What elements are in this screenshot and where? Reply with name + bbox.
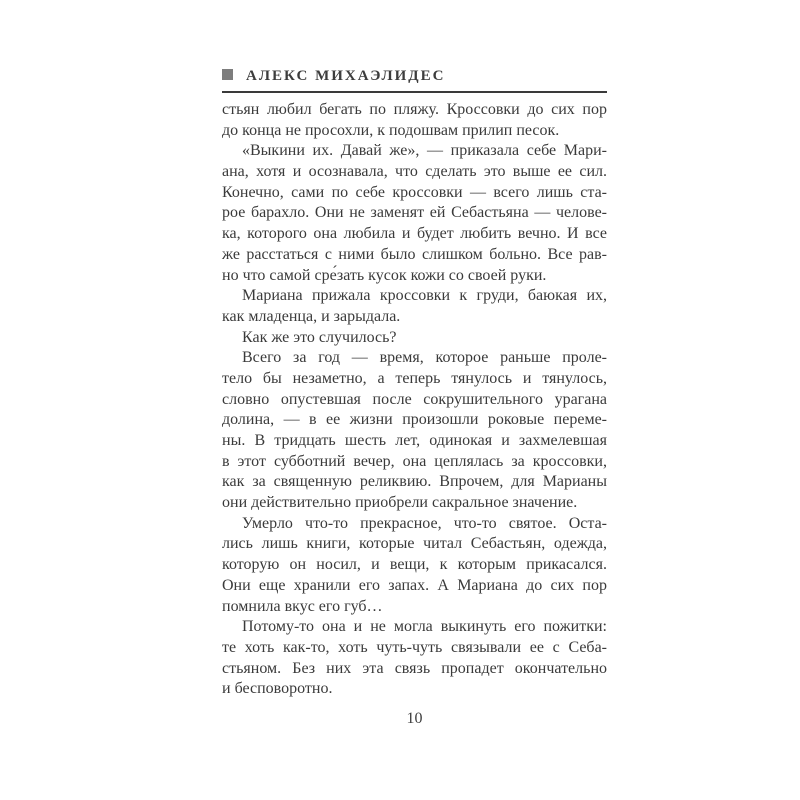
text-line: до конца не просохли, к подошвам прилип песок. (222, 121, 560, 139)
text-line: Всего за год — время, которое раньше проле- (242, 349, 607, 367)
text-line: помнила вкус его губ… (222, 597, 383, 615)
running-head (222, 67, 607, 93)
text-line: стьян любил бегать по пляжу. Кроссовки до сих пор (222, 101, 607, 118)
text-line: словно опустевшая после сокрушительного урагана (222, 390, 607, 408)
text-line: тело бы незаметно, а теперь тянулось и тянулось, (222, 369, 607, 387)
text-line: Мариана прижала кроссовки к груди, баюкая их, (242, 287, 607, 305)
text-line: которую он носил, и вещи, к которым прикасался. (222, 556, 607, 574)
page-number: 10 (406, 710, 423, 727)
text-line: как за священную реликвию. Впрочем, для Марианы (222, 473, 607, 491)
text-line: Конечно, сами по себе кроссовки — всего лишь ста- (222, 183, 607, 201)
text-line: они действительно приобрели сакральное значение. (222, 494, 578, 512)
text-line: ны. В тридцать шесть лет, одинокая и захмелевшая (222, 432, 607, 449)
body-text (222, 100, 607, 700)
author-name: АЛЕКС МИХАЭЛИДЕС (246, 68, 446, 84)
text-line: ка, которого она любила и будет любить вечно. И все (222, 225, 607, 243)
text-line: же расстаться с ними было слишком больно. Все рав- (222, 245, 607, 263)
text-line: Они еще хранили его запах. А Мариана до сих пор (222, 576, 607, 594)
text-line: рое барахло. Они не заменят ей Себастьяна — челове- (222, 204, 607, 222)
text-line: Потому-то она и не могла выкинуть его пожитки: (242, 618, 607, 636)
text-line: долина, — в ее жизни произошли роковые переме- (222, 411, 607, 429)
text-line: ана, хотя и осознавала, что сделать это выше ее сил. (222, 163, 607, 181)
text-line: как младенца, и зарыдала. (222, 307, 401, 325)
text-line: но что самой сре́зать кусок кожи со своей руки. (222, 266, 547, 284)
text-line: те хоть как-то, хоть чуть-чуть связывали ее с Себа- (222, 638, 607, 656)
square-bullet-icon (222, 69, 233, 80)
text-line: стьяном. Без них эта связь пропадет окончательно (222, 659, 607, 677)
text-line: Умерло что-то прекрасное, что-то святое. Оста- (242, 514, 607, 532)
text-line: «Выкини их. Давай же», — приказала себе Мари- (242, 142, 607, 160)
text-line: и бесповоротно. (222, 680, 333, 698)
text-line: в этот субботний вечер, она цеплялась за кроссовки, (222, 452, 607, 470)
text-line: Как же это случилось? (242, 328, 397, 346)
text-line: лись лишь книги, которые читал Себастьян, одежда, (222, 535, 607, 553)
